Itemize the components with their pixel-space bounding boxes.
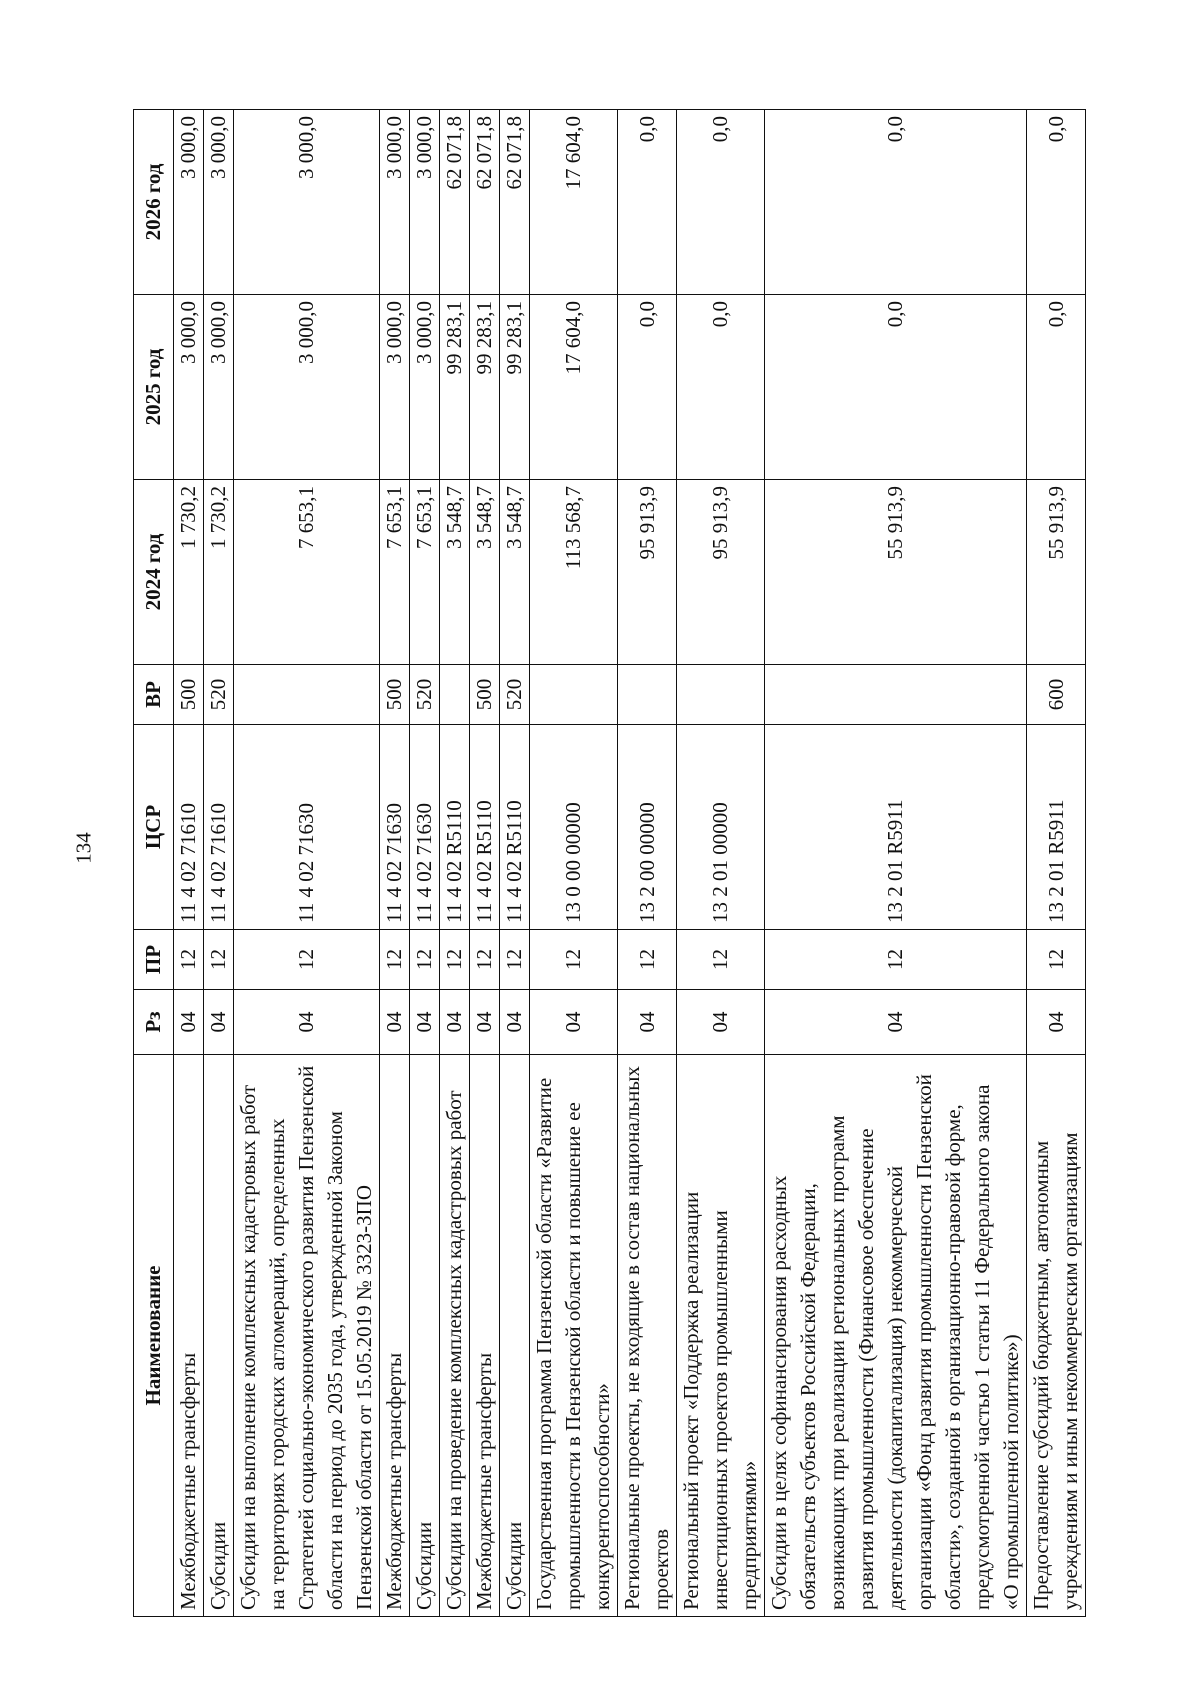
cell-pr: 12 — [677, 930, 765, 990]
cell-pr: 12 — [440, 930, 470, 990]
table-row — [440, 110, 470, 1617]
cell-2026: 0,0 — [765, 110, 1027, 295]
cell-csr: 13 2 01 00000 — [677, 725, 765, 930]
cell-rz: 04 — [234, 990, 380, 1055]
cell-2024: 3 548,7 — [500, 480, 530, 665]
cell-vr — [618, 665, 677, 725]
cell-csr: 11 4 02 R5110 — [500, 725, 530, 930]
table-row — [1027, 110, 1086, 1617]
table-row — [204, 110, 234, 1617]
cell-pr: 12 — [174, 930, 204, 990]
header-row — [134, 110, 174, 1617]
cell-name: Региональный проект «Поддержка реализации инвестиционных проектов промышленными предприятиями» — [677, 1055, 765, 1617]
cell-vr: 500 — [470, 665, 500, 725]
cell-rz: 04 — [470, 990, 500, 1055]
table-row — [174, 110, 204, 1617]
cell-2024: 55 913,9 — [765, 480, 1027, 665]
cell-name: Субсидии — [410, 1055, 440, 1617]
cell-2024: 95 913,9 — [677, 480, 765, 665]
cell-2026: 0,0 — [677, 110, 765, 295]
cell-2024: 7 653,1 — [234, 480, 380, 665]
table-row — [530, 110, 618, 1617]
cell-name: Субсидии — [204, 1055, 234, 1617]
cell-csr: 13 2 01 R5911 — [1027, 725, 1086, 930]
cell-2024: 1 730,2 — [204, 480, 234, 665]
cell-name: Субсидии в целях софинансирования расходных обязательств субъектов Российской Федерации, возникающих при реализации региональных программ развития промышленности (Финансовое обеспечение деятельности (докапитализация) некоммерческой организации «Фонд развития промышленности Пензенской области», созданной в организационно-правовой форме, предусмотренной частью 1 статьи 11 Федерального закона «О промышленной политике») — [765, 1055, 1027, 1617]
cell-vr: 520 — [500, 665, 530, 725]
column-header-2024: 2024 год — [134, 480, 174, 665]
cell-csr: 11 4 02 71630 — [380, 725, 410, 930]
cell-name: Предоставление субсидий бюджетным, автономным учреждениям и иным некоммерческим организациям — [1027, 1055, 1086, 1617]
cell-rz: 04 — [380, 990, 410, 1055]
column-header-vr: ВР — [134, 665, 174, 725]
page-number: 134 — [71, 832, 96, 864]
cell-vr — [530, 665, 618, 725]
cell-pr: 12 — [1027, 930, 1086, 990]
cell-2025: 3 000,0 — [174, 295, 204, 480]
cell-name: Субсидии на выполнение комплексных кадастровых работ на территориях городских агломераций, определенных Стратегией социально-экономического развития Пензенской области на период до 2035 года, утвержденной Законом Пензенской области от 15.05.2019 № 3323-ЗПО — [234, 1055, 380, 1617]
column-header-rz: Рз — [134, 990, 174, 1055]
rotated-table-container — [133, 110, 1082, 1617]
cell-rz: 04 — [204, 990, 234, 1055]
cell-rz: 04 — [765, 990, 1027, 1055]
cell-pr: 12 — [765, 930, 1027, 990]
cell-name: Межбюджетные трансферты — [380, 1055, 410, 1617]
cell-pr: 12 — [380, 930, 410, 990]
cell-2026: 62 071,8 — [470, 110, 500, 295]
cell-vr: 520 — [410, 665, 440, 725]
cell-2026: 0,0 — [618, 110, 677, 295]
cell-rz: 04 — [440, 990, 470, 1055]
cell-2026: 62 071,8 — [440, 110, 470, 295]
cell-2025: 3 000,0 — [410, 295, 440, 480]
cell-2025: 3 000,0 — [380, 295, 410, 480]
cell-vr — [677, 665, 765, 725]
cell-pr: 12 — [618, 930, 677, 990]
cell-name: Субсидии — [500, 1055, 530, 1617]
cell-csr: 13 0 00 00000 — [530, 725, 618, 930]
cell-pr: 12 — [470, 930, 500, 990]
cell-2025: 0,0 — [765, 295, 1027, 480]
cell-2025: 3 000,0 — [234, 295, 380, 480]
cell-2024: 1 730,2 — [174, 480, 204, 665]
cell-2025: 17 604,0 — [530, 295, 618, 480]
cell-2024: 95 913,9 — [618, 480, 677, 665]
table-row — [500, 110, 530, 1617]
table-row — [410, 110, 440, 1617]
cell-name: Региональные проекты, не входящие в состав национальных проектов — [618, 1055, 677, 1617]
cell-2025: 99 283,1 — [470, 295, 500, 480]
table-row — [234, 110, 380, 1617]
cell-rz: 04 — [618, 990, 677, 1055]
cell-rz: 04 — [1027, 990, 1086, 1055]
column-header-pr: ПР — [134, 930, 174, 990]
cell-2026: 62 071,8 — [500, 110, 530, 295]
cell-2026: 17 604,0 — [530, 110, 618, 295]
cell-rz: 04 — [500, 990, 530, 1055]
budget-table — [133, 109, 1086, 1617]
column-header-2025: 2025 год — [134, 295, 174, 480]
cell-vr — [440, 665, 470, 725]
cell-rz: 04 — [677, 990, 765, 1055]
cell-2024: 55 913,9 — [1027, 480, 1086, 665]
cell-vr — [234, 665, 380, 725]
cell-2025: 0,0 — [677, 295, 765, 480]
cell-vr: 600 — [1027, 665, 1086, 725]
cell-csr: 11 4 02 R5110 — [440, 725, 470, 930]
cell-csr: 11 4 02 71610 — [204, 725, 234, 930]
cell-2025: 0,0 — [618, 295, 677, 480]
cell-rz: 04 — [410, 990, 440, 1055]
table-row — [618, 110, 677, 1617]
cell-pr: 12 — [410, 930, 440, 990]
cell-2025: 3 000,0 — [204, 295, 234, 480]
cell-2025: 99 283,1 — [440, 295, 470, 480]
cell-2026: 3 000,0 — [174, 110, 204, 295]
cell-2026: 3 000,0 — [380, 110, 410, 295]
column-header-2026: 2026 год — [134, 110, 174, 295]
cell-2024: 3 548,7 — [440, 480, 470, 665]
cell-pr: 12 — [234, 930, 380, 990]
cell-vr: 520 — [204, 665, 234, 725]
cell-csr: 11 4 02 71630 — [410, 725, 440, 930]
cell-2026: 3 000,0 — [410, 110, 440, 295]
cell-name: Государственная программа Пензенской области «Развитие промышленности в Пензенской области и повышение ее конкурентоспособности» — [530, 1055, 618, 1617]
cell-rz: 04 — [530, 990, 618, 1055]
cell-csr: 11 4 02 R5110 — [470, 725, 500, 930]
column-header-csr: ЦСР — [134, 725, 174, 930]
cell-csr: 13 2 01 R5911 — [765, 725, 1027, 930]
cell-vr — [765, 665, 1027, 725]
cell-2025: 99 283,1 — [500, 295, 530, 480]
cell-pr: 12 — [500, 930, 530, 990]
cell-name: Межбюджетные трансферты — [174, 1055, 204, 1617]
cell-name: Субсидии на проведение комплексных кадастровых работ — [440, 1055, 470, 1617]
cell-name: Межбюджетные трансферты — [470, 1055, 500, 1617]
cell-2024: 3 548,7 — [470, 480, 500, 665]
cell-pr: 12 — [530, 930, 618, 990]
cell-csr: 13 2 00 00000 — [618, 725, 677, 930]
cell-csr: 11 4 02 71610 — [174, 725, 204, 930]
cell-2026: 3 000,0 — [204, 110, 234, 295]
cell-2026: 0,0 — [1027, 110, 1086, 295]
column-header-name: Наименование — [134, 1055, 174, 1617]
cell-rz: 04 — [174, 990, 204, 1055]
table-row — [380, 110, 410, 1617]
cell-2026: 3 000,0 — [234, 110, 380, 295]
cell-vr: 500 — [174, 665, 204, 725]
cell-csr: 11 4 02 71630 — [234, 725, 380, 930]
cell-2024: 113 568,7 — [530, 480, 618, 665]
cell-vr: 500 — [380, 665, 410, 725]
cell-2024: 7 653,1 — [410, 480, 440, 665]
table-row — [765, 110, 1027, 1617]
table-row — [470, 110, 500, 1617]
table-row — [677, 110, 765, 1617]
cell-2024: 7 653,1 — [380, 480, 410, 665]
cell-2025: 0,0 — [1027, 295, 1086, 480]
cell-pr: 12 — [204, 930, 234, 990]
